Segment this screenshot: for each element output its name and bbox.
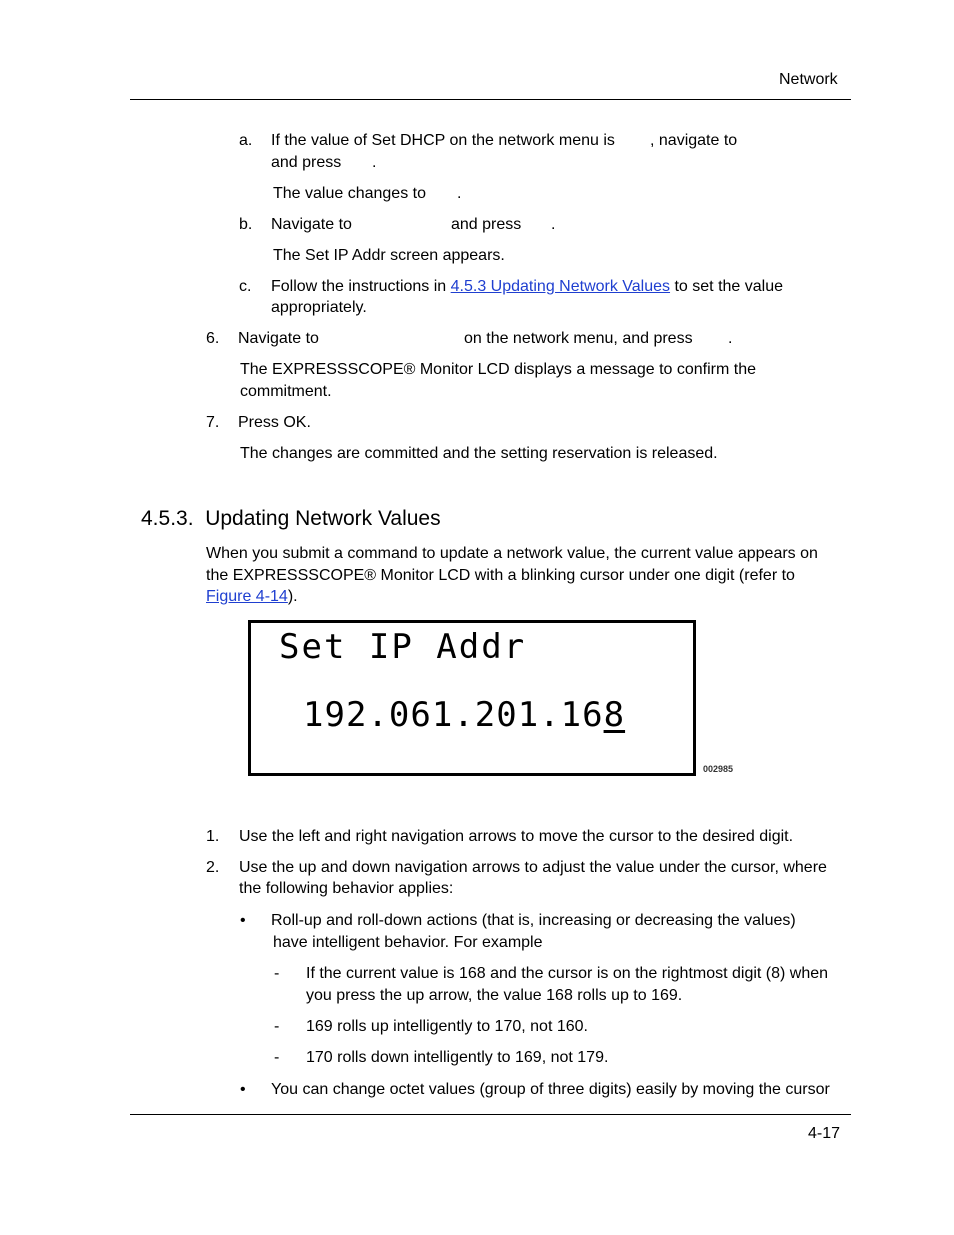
page-number: 4-17 — [808, 1125, 841, 1142]
lcd-ip-digits: 192.061.201.16 — [303, 695, 604, 735]
intro-end: ). — [287, 588, 298, 605]
step-7-marker: 7. — [206, 414, 220, 431]
item-2-line2: the following behavior applies: — [239, 880, 454, 897]
step-6-text: Navigate to — [238, 330, 319, 347]
dash-1-line1: If the current value is 168 and the cursor is on the rightmost digit (8) when — [306, 965, 829, 982]
step-7-text: Press OK. — [238, 414, 311, 431]
step-b-marker: b. — [239, 216, 253, 233]
item-1-text: Use the left and right navigation arrows to move the cursor to the desired digit. — [239, 828, 794, 845]
step-a-text-line2: and press — [271, 154, 342, 171]
section-heading: 4.5.3. Updating Network Values — [141, 507, 441, 530]
lcd-ip-value — [303, 695, 625, 735]
intro-line3 — [206, 587, 298, 607]
dash-3-text: 170 rolls down intelligently to 169, not 179. — [306, 1049, 609, 1066]
step-a-result-end: . — [457, 185, 462, 202]
step-7-result: The changes are committed and the setting reservation is released. — [240, 445, 718, 462]
step-b-result: The Set IP Addr screen appears. — [273, 247, 505, 264]
step-6-result-line1: The EXPRESSSCOPE® Monitor LCD displays a message to confirm the — [240, 361, 756, 378]
item-2-marker: 2. — [206, 859, 220, 876]
step-a-text-end: , navigate to — [650, 132, 738, 149]
step-a-marker: a. — [239, 132, 253, 149]
step-b-text-mid: and press — [451, 216, 522, 233]
running-header: Network — [779, 71, 838, 88]
footer-rule — [130, 1114, 851, 1115]
item-1-marker: 1. — [206, 828, 220, 845]
intro-line1: When you submit a command to update a network value, the current value appears on — [206, 545, 818, 562]
lcd-title: Set IP Addr — [279, 627, 527, 667]
bullet-1-line2: have intelligent behavior. For example — [273, 934, 543, 951]
step-c-post: to set the value — [674, 278, 783, 295]
intro-line2: the EXPRESSSCOPE® Monitor LCD with a blinking cursor under one digit (refer to — [206, 567, 795, 584]
bullet-1-dot: • — [240, 912, 246, 929]
dash-3-marker: - — [274, 1049, 280, 1066]
link-updating-network-values[interactable]: 4.5.3 Updating Network Values — [450, 278, 671, 295]
dash-2-marker: - — [274, 1018, 280, 1035]
step-6-result-line2: commitment. — [240, 383, 332, 400]
dash-1-marker: - — [274, 965, 280, 982]
bullet-2-text: You can change octet values (group of three digits) easily by moving the cursor — [271, 1081, 830, 1098]
step-c-marker: c. — [239, 278, 252, 295]
step-6-marker: 6. — [206, 330, 220, 347]
step-b-text-end: . — [551, 216, 556, 233]
bullet-2-dot: • — [240, 1081, 246, 1098]
step-a-result: The value changes to — [273, 185, 426, 202]
dash-1-line2: you press the up arrow, the value 168 rolls up to 169. — [306, 987, 683, 1004]
bullet-1-line1: Roll-up and roll-down actions (that is, increasing or decreasing the values) — [271, 912, 796, 929]
step-c-line2: appropriately. — [271, 299, 367, 316]
step-6-text-mid: on the network menu, and press — [464, 330, 693, 347]
figure-id: 002985 — [703, 764, 734, 774]
dash-2-text: 169 rolls up intelligently to 170, not 160. — [306, 1018, 588, 1035]
step-a-text-line2-end: . — [372, 154, 377, 171]
step-a-text: If the value of Set DHCP on the network menu is — [271, 132, 615, 149]
item-2-line1: Use the up and down navigation arrows to adjust the value under the cursor, where — [239, 859, 827, 876]
lcd-cursor-digit: 8 — [603, 695, 626, 735]
lcd-display-figure — [248, 620, 696, 776]
step-c-text — [271, 277, 783, 297]
header-rule — [130, 99, 851, 100]
step-c-pre: Follow the instructions in — [271, 278, 447, 295]
step-6-text-end: . — [728, 330, 733, 347]
step-b-text: Navigate to — [271, 216, 352, 233]
link-figure-4-14[interactable]: Figure 4-14 — [206, 588, 288, 605]
